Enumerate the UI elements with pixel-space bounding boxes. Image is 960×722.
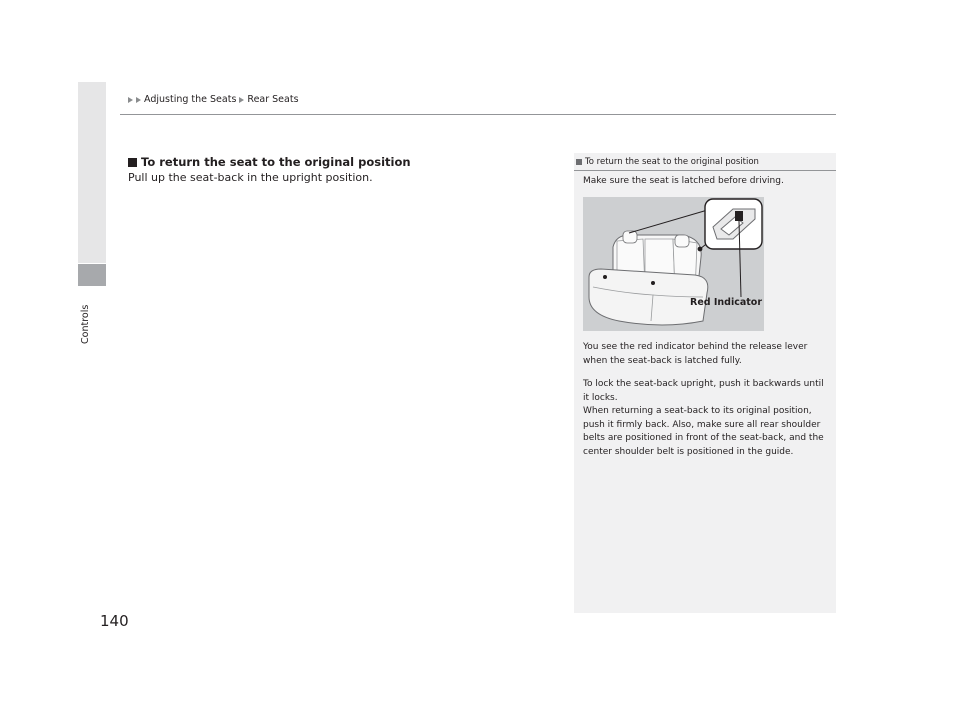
rear-seat-illustration	[583, 197, 764, 331]
breadcrumb-item[interactable]: Adjusting the Seats	[144, 94, 237, 105]
header-divider	[120, 114, 836, 115]
breadcrumb-item[interactable]: Rear Seats	[247, 94, 299, 105]
sidebar-tab	[78, 82, 106, 263]
breadcrumb	[128, 94, 299, 105]
note-line: when the seat-back is latched fully.	[583, 355, 742, 366]
section-body: Pull up the seat-back in the upright position.	[128, 171, 373, 184]
note-line: To lock the seat-back upright, push it backwards until	[583, 379, 824, 389]
note-line: push it firmly back. Also, make sure all rear shoulder	[583, 419, 821, 430]
note-line: When returning a seat-back to its original position,	[583, 406, 812, 416]
figure-callout-label: Red Indicator	[690, 297, 763, 308]
page-number: 140	[100, 612, 129, 630]
note-line: Make sure the seat is latched before driving.	[583, 176, 784, 186]
note-divider	[574, 170, 836, 171]
note-icon	[576, 159, 582, 165]
note-line: You see the red indicator behind the release lever	[583, 342, 808, 352]
sidebar-section-label: Controls	[80, 304, 91, 344]
note-line: it locks.	[583, 392, 618, 403]
chevron-right-icon	[136, 97, 141, 103]
chevron-right-icon	[239, 97, 244, 103]
sidebar-tab-marker	[78, 264, 106, 286]
note-line: belts are positioned in front of the seat-back, and the	[583, 433, 824, 443]
note-title	[576, 157, 759, 167]
note-title-text: To return the seat to the original position	[585, 157, 759, 167]
chevron-right-icon	[128, 97, 133, 103]
section-heading	[128, 155, 411, 169]
square-bullet-icon	[128, 158, 137, 167]
note-line: center shoulder belt is positioned in the guide.	[583, 446, 794, 457]
rear-seat-icon	[583, 197, 764, 331]
section-heading-text: To return the seat to the original position	[141, 155, 411, 169]
